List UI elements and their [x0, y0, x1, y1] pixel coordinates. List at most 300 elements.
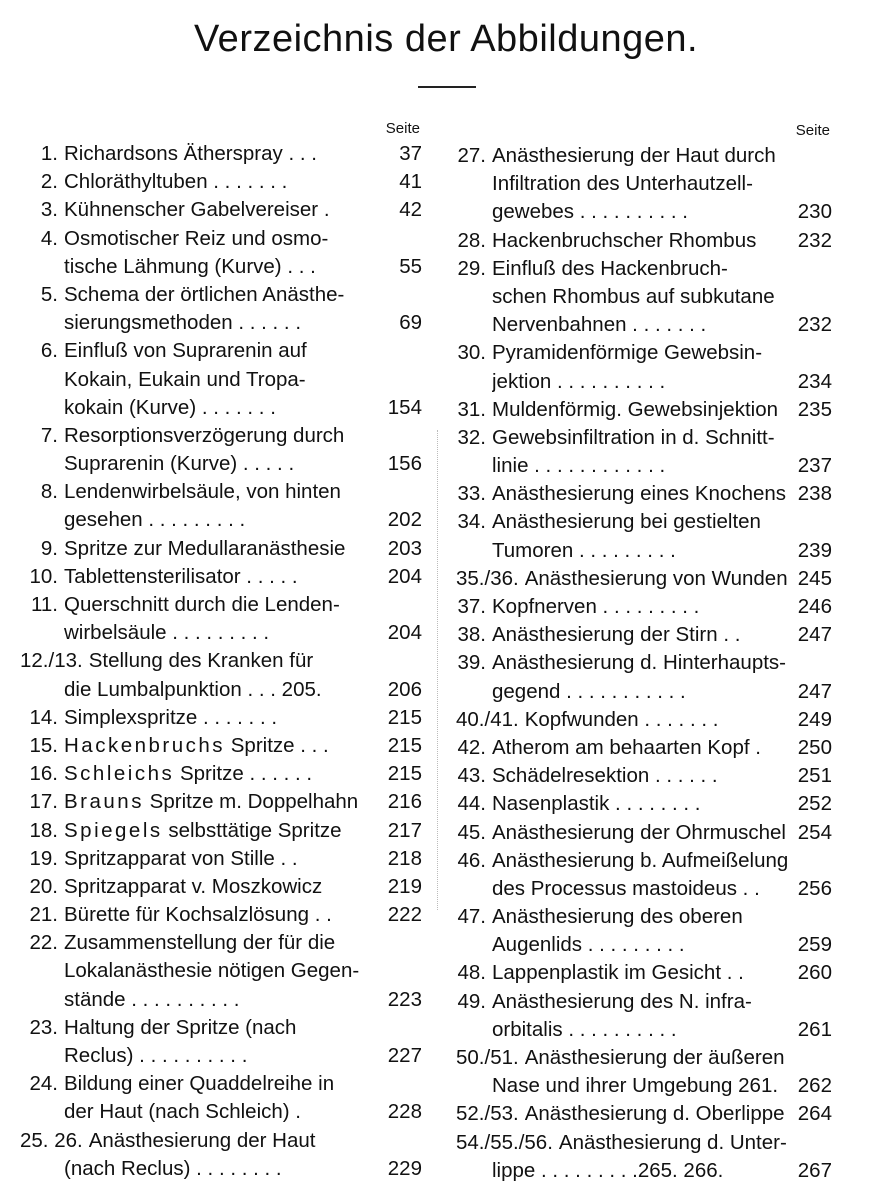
entry-number: 19.	[29, 846, 58, 870]
entry-page-number: 215	[387, 705, 422, 729]
entry-number: 2.	[40, 170, 58, 194]
entry-page-number: 252	[797, 792, 832, 816]
index-entry-line	[456, 227, 832, 255]
entry-text: Anästhesierung der Haut durch	[492, 144, 776, 167]
entry-page-number	[826, 988, 832, 1016]
index-entry-line	[20, 196, 422, 224]
index-entry-line	[456, 988, 832, 1016]
index-entry-line	[456, 847, 832, 875]
continuation-indent	[20, 1155, 64, 1183]
title-rule	[418, 86, 476, 88]
entry-page-number: 215	[387, 762, 422, 786]
entry-text: Richardsons Ätherspray . . .	[64, 142, 317, 165]
entry-number: 21.	[29, 903, 58, 927]
entry-number: 3.	[40, 198, 58, 222]
entry-page-number	[826, 847, 832, 875]
index-entry-line	[20, 478, 422, 506]
index-entry-line	[456, 931, 832, 959]
entry-number: 38.	[457, 623, 486, 647]
column-divider	[437, 430, 438, 910]
entry-page-number: 42	[399, 198, 422, 222]
entry-text: Einfluß von Suprarenin auf	[64, 339, 307, 363]
entry-text: wirbelsäule . . . . . . . . .	[64, 621, 270, 645]
index-entry-line	[20, 817, 422, 845]
index-entry-line	[20, 1098, 422, 1126]
index-entry-line	[20, 845, 422, 873]
entry-page-number: 260	[797, 961, 832, 985]
entry-text: Bildung einer Quaddelreihe in	[64, 1072, 335, 1096]
entry-text: Zusammenstellung der für die	[64, 931, 336, 955]
entry-text: Einfluß des Hackenbruch-	[492, 256, 728, 280]
index-entry-line	[20, 253, 422, 281]
entry-number: 7.	[40, 423, 58, 447]
entry-text: Suprarenin (Kurve) . . . . .	[64, 452, 295, 476]
continuation-indent	[20, 309, 64, 337]
entry-text: Nasenplastik . . . . . . . .	[492, 792, 701, 816]
entry-number: 48.	[457, 961, 486, 985]
entry-page-number	[416, 957, 422, 985]
entry-number: 34.	[457, 510, 486, 534]
entry-page-number	[416, 478, 422, 506]
entry-text: Anästhesierung der Stirn . .	[492, 623, 741, 647]
index-entry-line	[456, 142, 832, 170]
entry-number: 22.	[29, 931, 58, 955]
entry-text: Lendenwirbelsäule, von hinten	[64, 480, 341, 504]
entry-text: orbitalis . . . . . . . . . .	[492, 1017, 677, 1041]
entry-page-number: 218	[387, 846, 422, 870]
continuation-indent	[456, 198, 492, 226]
entry-number: 10.	[29, 564, 58, 588]
entry-text: Kopfnerven . . . . . . . . .	[492, 595, 700, 618]
entry-page-number: 154	[387, 395, 422, 419]
index-entry-line	[456, 508, 832, 536]
continuation-indent	[20, 450, 64, 478]
entry-page-number: 55	[399, 254, 422, 278]
entry-page-number: 222	[387, 903, 422, 927]
entry-page-number: 239	[797, 538, 832, 562]
entry-text: Kokain, Eukain und Tropa-	[64, 367, 306, 391]
entry-text: Stellung des Kranken für	[88, 649, 314, 673]
entry-text: Nase und ihrer Umgebung 261.	[492, 1074, 779, 1098]
index-entry-line	[456, 452, 832, 480]
entry-text: Spiegels selbsttätige Spritze	[64, 818, 342, 842]
index-entry-line	[456, 875, 832, 903]
entry-text: Anästhesierung des oberen	[492, 905, 743, 929]
entry-number: 25. 26.	[20, 1128, 83, 1152]
continuation-indent	[20, 619, 64, 647]
entry-page-number: 234	[797, 369, 832, 393]
index-entry-line	[456, 593, 832, 621]
entry-page-number: 223	[387, 987, 422, 1011]
index-entry-line	[20, 506, 422, 534]
entry-text: Augenlids . . . . . . . . .	[492, 933, 685, 957]
entry-text: Brauns Spritze m. Doppelhahn	[64, 790, 359, 814]
entry-text: gesehen . . . . . . . . .	[64, 508, 246, 532]
continuation-indent	[456, 452, 492, 480]
index-entry-line	[456, 959, 832, 987]
entry-page-number: 232	[797, 228, 832, 252]
entry-number: 35./36.	[456, 566, 519, 590]
entry-page-number: 230	[797, 200, 832, 224]
entry-text: lippe . . . . . . . . .265. 266.	[492, 1158, 724, 1182]
entry-number: 44.	[457, 792, 486, 816]
entry-page-number: 264	[797, 1102, 832, 1126]
entry-page-number	[826, 283, 832, 311]
entry-page-number: 238	[797, 482, 832, 506]
continuation-indent	[20, 253, 64, 281]
entry-number: 40./41.	[456, 707, 519, 731]
entry-page-number: 156	[387, 452, 422, 476]
seite-label-left: Seite	[385, 120, 420, 137]
entry-number: 4.	[40, 226, 58, 250]
index-entry-line	[20, 1155, 422, 1183]
index-entry-line	[456, 565, 832, 593]
index-entry-line	[20, 676, 422, 704]
entry-text: Chloräthyltuben . . . . . . .	[64, 170, 288, 194]
index-entry-line	[20, 1127, 422, 1155]
entry-number: 49.	[457, 989, 486, 1013]
entry-text: (nach Reclus) . . . . . . . .	[64, 1156, 282, 1180]
entry-page-number: 232	[797, 313, 832, 337]
index-entry-line	[456, 283, 832, 311]
index-entry-line	[20, 309, 422, 337]
index-entry-line	[20, 535, 422, 563]
index-entry-line	[20, 1042, 422, 1070]
index-entry-line	[20, 760, 422, 788]
index-entry-line	[20, 337, 422, 365]
continuation-indent	[456, 170, 492, 198]
index-entry-line	[20, 1070, 422, 1098]
index-entry-line	[20, 366, 422, 394]
entry-text: Atherom am behaarten Kopf .	[492, 735, 761, 759]
entry-number: 14.	[29, 705, 58, 729]
entry-page-number: 215	[387, 733, 422, 757]
entry-text: Gewebsinfiltration in d. Schnitt-	[492, 425, 775, 449]
entry-page-number: 203	[387, 536, 422, 560]
continuation-indent	[20, 986, 64, 1014]
index-entry-line	[20, 563, 422, 591]
entry-text: Kühnenscher Gabelvereiser .	[64, 198, 330, 222]
entry-text: schen Rhombus auf subkutane	[492, 284, 775, 308]
entry-page-number: 227	[387, 1044, 422, 1067]
entry-number: 11.	[31, 593, 58, 616]
index-entry-line	[20, 168, 422, 196]
continuation-indent	[20, 366, 64, 394]
entry-page-number: 206	[387, 677, 422, 701]
entry-number: 37.	[457, 595, 486, 618]
entry-page-number: 204	[387, 564, 422, 588]
entry-text: Osmotischer Reiz und osmo-	[64, 226, 329, 250]
entry-page-number: 229	[387, 1156, 422, 1180]
index-entry-line	[20, 394, 422, 422]
entry-number: 42.	[457, 735, 486, 759]
entry-number: 17.	[29, 790, 58, 814]
entry-text: Hackenbruchs Spritze . . .	[64, 733, 329, 757]
entry-text: Kopfwunden . . . . . . .	[524, 707, 719, 731]
entry-text: Anästhesierung d. Oberlippe	[524, 1102, 785, 1126]
entry-text: gegend . . . . . . . . . . .	[492, 679, 686, 703]
entry-page-number	[826, 1044, 832, 1072]
continuation-indent	[456, 283, 492, 311]
index-entry-line	[20, 647, 422, 675]
entry-page-number: 262	[797, 1074, 832, 1098]
continuation-indent	[456, 537, 492, 565]
index-entry-line	[456, 198, 832, 226]
entry-number: 54./55./56.	[456, 1130, 553, 1154]
index-entry-line	[20, 957, 422, 985]
index-entry-line	[456, 678, 832, 706]
index-entry-line	[456, 368, 832, 396]
index-entry-line	[20, 704, 422, 732]
entry-text: gewebes . . . . . . . . . .	[492, 200, 688, 224]
entry-text: Anästhesierung des N. infra-	[492, 989, 752, 1013]
entry-text: Muldenförmig. Gewebsinjektion	[492, 397, 778, 421]
continuation-indent	[456, 368, 492, 396]
entry-text: Simplexspritze . . . . . . .	[64, 705, 278, 729]
entry-text: Spritzapparat v. Moszkowicz	[64, 874, 323, 898]
entry-page-number	[416, 1014, 422, 1042]
entry-number: 28.	[457, 228, 486, 252]
entry-text: Querschnitt durch die Lenden-	[64, 593, 340, 616]
entry-page-number	[416, 422, 422, 450]
entry-page-number	[826, 339, 832, 367]
entry-text: Reclus) . . . . . . . . . .	[64, 1044, 248, 1067]
index-entry-line	[456, 1100, 832, 1128]
entry-page-number	[416, 281, 422, 309]
index-entry-line	[456, 1044, 832, 1072]
entry-page-number	[826, 649, 832, 677]
entry-text: linie . . . . . . . . . . . .	[492, 454, 666, 478]
index-entry-line	[456, 649, 832, 677]
continuation-indent	[20, 506, 64, 534]
entry-page-number: 247	[797, 679, 832, 703]
entry-number: 46.	[457, 848, 486, 872]
index-entry-line	[20, 591, 422, 619]
entry-page-number: 259	[797, 933, 832, 957]
entry-text: stände . . . . . . . . . .	[64, 987, 240, 1011]
index-entry-line	[456, 1016, 832, 1044]
entry-text: Spritze zur Medullaranästhesie	[64, 536, 346, 560]
entry-page-number	[416, 225, 422, 253]
index-entry-line	[456, 255, 832, 283]
entry-page-number: 256	[797, 876, 832, 900]
entry-number: 23.	[29, 1015, 58, 1039]
entry-text: Schleichs Spritze . . . . . .	[64, 762, 313, 786]
right-column	[456, 118, 832, 1185]
entry-page-number	[416, 366, 422, 394]
index-entry-line	[456, 537, 832, 565]
entry-page-number: 261	[797, 1017, 832, 1041]
index-entry-line	[20, 619, 422, 647]
page-title: Verzeichnis der Abbildungen.	[193, 18, 699, 60]
entry-page-number: 267	[797, 1158, 832, 1182]
entry-page-number	[826, 1129, 832, 1157]
entry-text: Tumoren . . . . . . . . .	[492, 538, 676, 562]
index-entry-line	[20, 450, 422, 478]
entry-page-number	[826, 255, 832, 283]
entry-text: Anästhesierung eines Knochens	[492, 482, 787, 506]
entry-text: Nervenbahnen . . . . . . .	[492, 313, 707, 337]
entry-text: Haltung der Spritze (nach	[64, 1015, 297, 1039]
entry-text: Lokalanästhesie nötigen Gegen-	[64, 959, 360, 983]
continuation-indent	[456, 311, 492, 339]
index-entry-line	[20, 140, 422, 168]
entry-page-number	[416, 1127, 422, 1155]
entry-page-number: 250	[797, 735, 832, 759]
continuation-indent	[20, 1042, 64, 1070]
index-entry-line	[456, 819, 832, 847]
index-entry-line	[20, 732, 422, 760]
entry-text: Schädelresektion . . . . . .	[492, 764, 718, 788]
entry-page-number	[826, 170, 832, 198]
entry-page-number: 247	[797, 623, 832, 647]
entry-text: Resorptionsverzögerung durch	[64, 423, 345, 447]
entry-text: Anästhesierung d. Unter-	[558, 1130, 787, 1154]
entry-text: Anästhesierung der Ohrmuschel	[492, 820, 786, 844]
entry-text: kokain (Kurve) . . . . . . .	[64, 395, 276, 419]
index-entry-line	[20, 986, 422, 1014]
entry-page-number	[826, 142, 832, 170]
entry-text: der Haut (nach Schleich) .	[64, 1100, 302, 1124]
index-entry-line	[20, 225, 422, 253]
entry-page-number	[826, 424, 832, 452]
entry-number: 12./13.	[20, 649, 83, 673]
entry-text: Infiltration des Unterhautzell-	[492, 172, 753, 196]
entry-page-number	[416, 647, 422, 675]
entry-page-number	[416, 929, 422, 957]
index-entry-line	[456, 424, 832, 452]
continuation-indent	[456, 1072, 492, 1100]
entry-number: 50./51.	[456, 1046, 519, 1069]
index-entry-line	[20, 422, 422, 450]
entry-page-number: 216	[387, 790, 422, 814]
entry-page-number: 228	[387, 1100, 422, 1124]
entry-number: 6.	[40, 339, 58, 363]
index-entry-line	[456, 170, 832, 198]
entry-page-number: 249	[797, 707, 832, 731]
entry-number: 43.	[457, 764, 486, 788]
entry-number: 33.	[457, 482, 486, 506]
entry-page-number	[826, 508, 832, 536]
entry-page-number: 204	[387, 621, 422, 645]
entry-page-number: 219	[387, 874, 422, 898]
entry-text: Anästhesierung d. Hinterhaupts-	[492, 651, 787, 675]
index-entry-line	[456, 1157, 832, 1185]
entry-number: 9.	[40, 536, 58, 560]
continuation-indent	[20, 957, 64, 985]
continuation-indent	[456, 1157, 492, 1185]
entry-page-number: 235	[797, 397, 832, 421]
entry-number: 5.	[40, 282, 58, 306]
entry-number: 32.	[457, 425, 486, 449]
entry-page-number: 245	[797, 566, 832, 590]
entry-page-number: 37	[399, 142, 422, 165]
entry-page-number	[416, 591, 422, 619]
index-entry-line	[20, 281, 422, 309]
entry-text: des Processus mastoideus . .	[492, 876, 760, 900]
entry-text: Lappenplastik im Gesicht . .	[492, 961, 744, 985]
entry-page-number: 41	[399, 170, 422, 194]
index-entry-line	[456, 762, 832, 790]
continuation-indent	[456, 875, 492, 903]
entry-page-number	[826, 903, 832, 931]
index-entry-line	[456, 790, 832, 818]
entry-number: 1.	[40, 142, 58, 165]
entry-page-number: 246	[797, 595, 832, 618]
index-entry-line	[456, 621, 832, 649]
entry-number: 27.	[457, 144, 486, 167]
entry-number: 31.	[457, 397, 486, 421]
index-entry-line	[20, 929, 422, 957]
entry-text: Anästhesierung bei gestielten	[492, 510, 761, 534]
entry-text: Bürette für Kochsalzlösung . .	[64, 903, 332, 927]
continuation-indent	[20, 1098, 64, 1126]
entry-number: 30.	[457, 341, 486, 365]
entry-number: 20.	[29, 874, 58, 898]
entry-text: tische Lähmung (Kurve) . . .	[64, 254, 316, 278]
index-entry-line	[456, 734, 832, 762]
entry-page-number: 237	[797, 454, 832, 478]
entry-text: Schema der örtlichen Anästhe-	[64, 282, 345, 306]
entry-text: Pyramidenförmige Gewebsin-	[492, 341, 763, 365]
continuation-indent	[456, 678, 492, 706]
entry-number: 45.	[457, 820, 486, 844]
entry-text: Anästhesierung von Wunden	[524, 566, 788, 590]
entry-page-number: 217	[387, 818, 422, 842]
entry-text: Spritzapparat von Stille . .	[64, 846, 298, 870]
entry-page-number: 254	[797, 820, 832, 844]
entry-page-number: 69	[399, 311, 422, 335]
entry-text: sierungsmethoden . . . . . .	[64, 311, 302, 335]
entry-number: 24.	[29, 1072, 58, 1096]
index-entry-line	[456, 396, 832, 424]
entry-text: jektion . . . . . . . . . .	[492, 369, 666, 393]
index-entry-line	[20, 901, 422, 929]
entry-number: 16.	[29, 762, 58, 786]
index-entry-line	[456, 339, 832, 367]
index-entry-line	[20, 873, 422, 901]
entry-text: Hackenbruchscher Rhombus	[492, 228, 757, 252]
index-entry-line	[456, 1072, 832, 1100]
continuation-indent	[456, 1016, 492, 1044]
continuation-indent	[456, 931, 492, 959]
entry-number: 18.	[29, 818, 58, 842]
continuation-indent	[20, 676, 64, 704]
entry-number: 8.	[40, 480, 58, 504]
entry-number: 52./53.	[456, 1102, 519, 1126]
entry-text: Anästhesierung b. Aufmeißelung	[492, 848, 789, 872]
entry-text: Anästhesierung der äußeren	[524, 1046, 785, 1069]
entry-number: 15.	[29, 733, 58, 757]
entry-number: 29.	[457, 256, 486, 280]
index-entry-line	[456, 1129, 832, 1157]
entry-page-number	[416, 1070, 422, 1098]
entry-text: Tablettensterilisator . . . . .	[64, 564, 298, 588]
entry-number: 47.	[457, 905, 486, 929]
index-entry-line	[20, 1014, 422, 1042]
index-entry-line	[456, 311, 832, 339]
continuation-indent	[20, 394, 64, 422]
index-entry-line	[456, 480, 832, 508]
entry-text: die Lumbalpunktion . . . 205.	[64, 677, 322, 701]
index-entry-line	[456, 903, 832, 931]
index-entry-line	[456, 706, 832, 734]
entry-page-number: 251	[797, 764, 832, 788]
seite-label-right: Seite	[795, 122, 830, 139]
entry-text: Anästhesierung der Haut	[88, 1128, 316, 1152]
entry-number: 39.	[457, 651, 486, 675]
left-column	[20, 118, 422, 1183]
